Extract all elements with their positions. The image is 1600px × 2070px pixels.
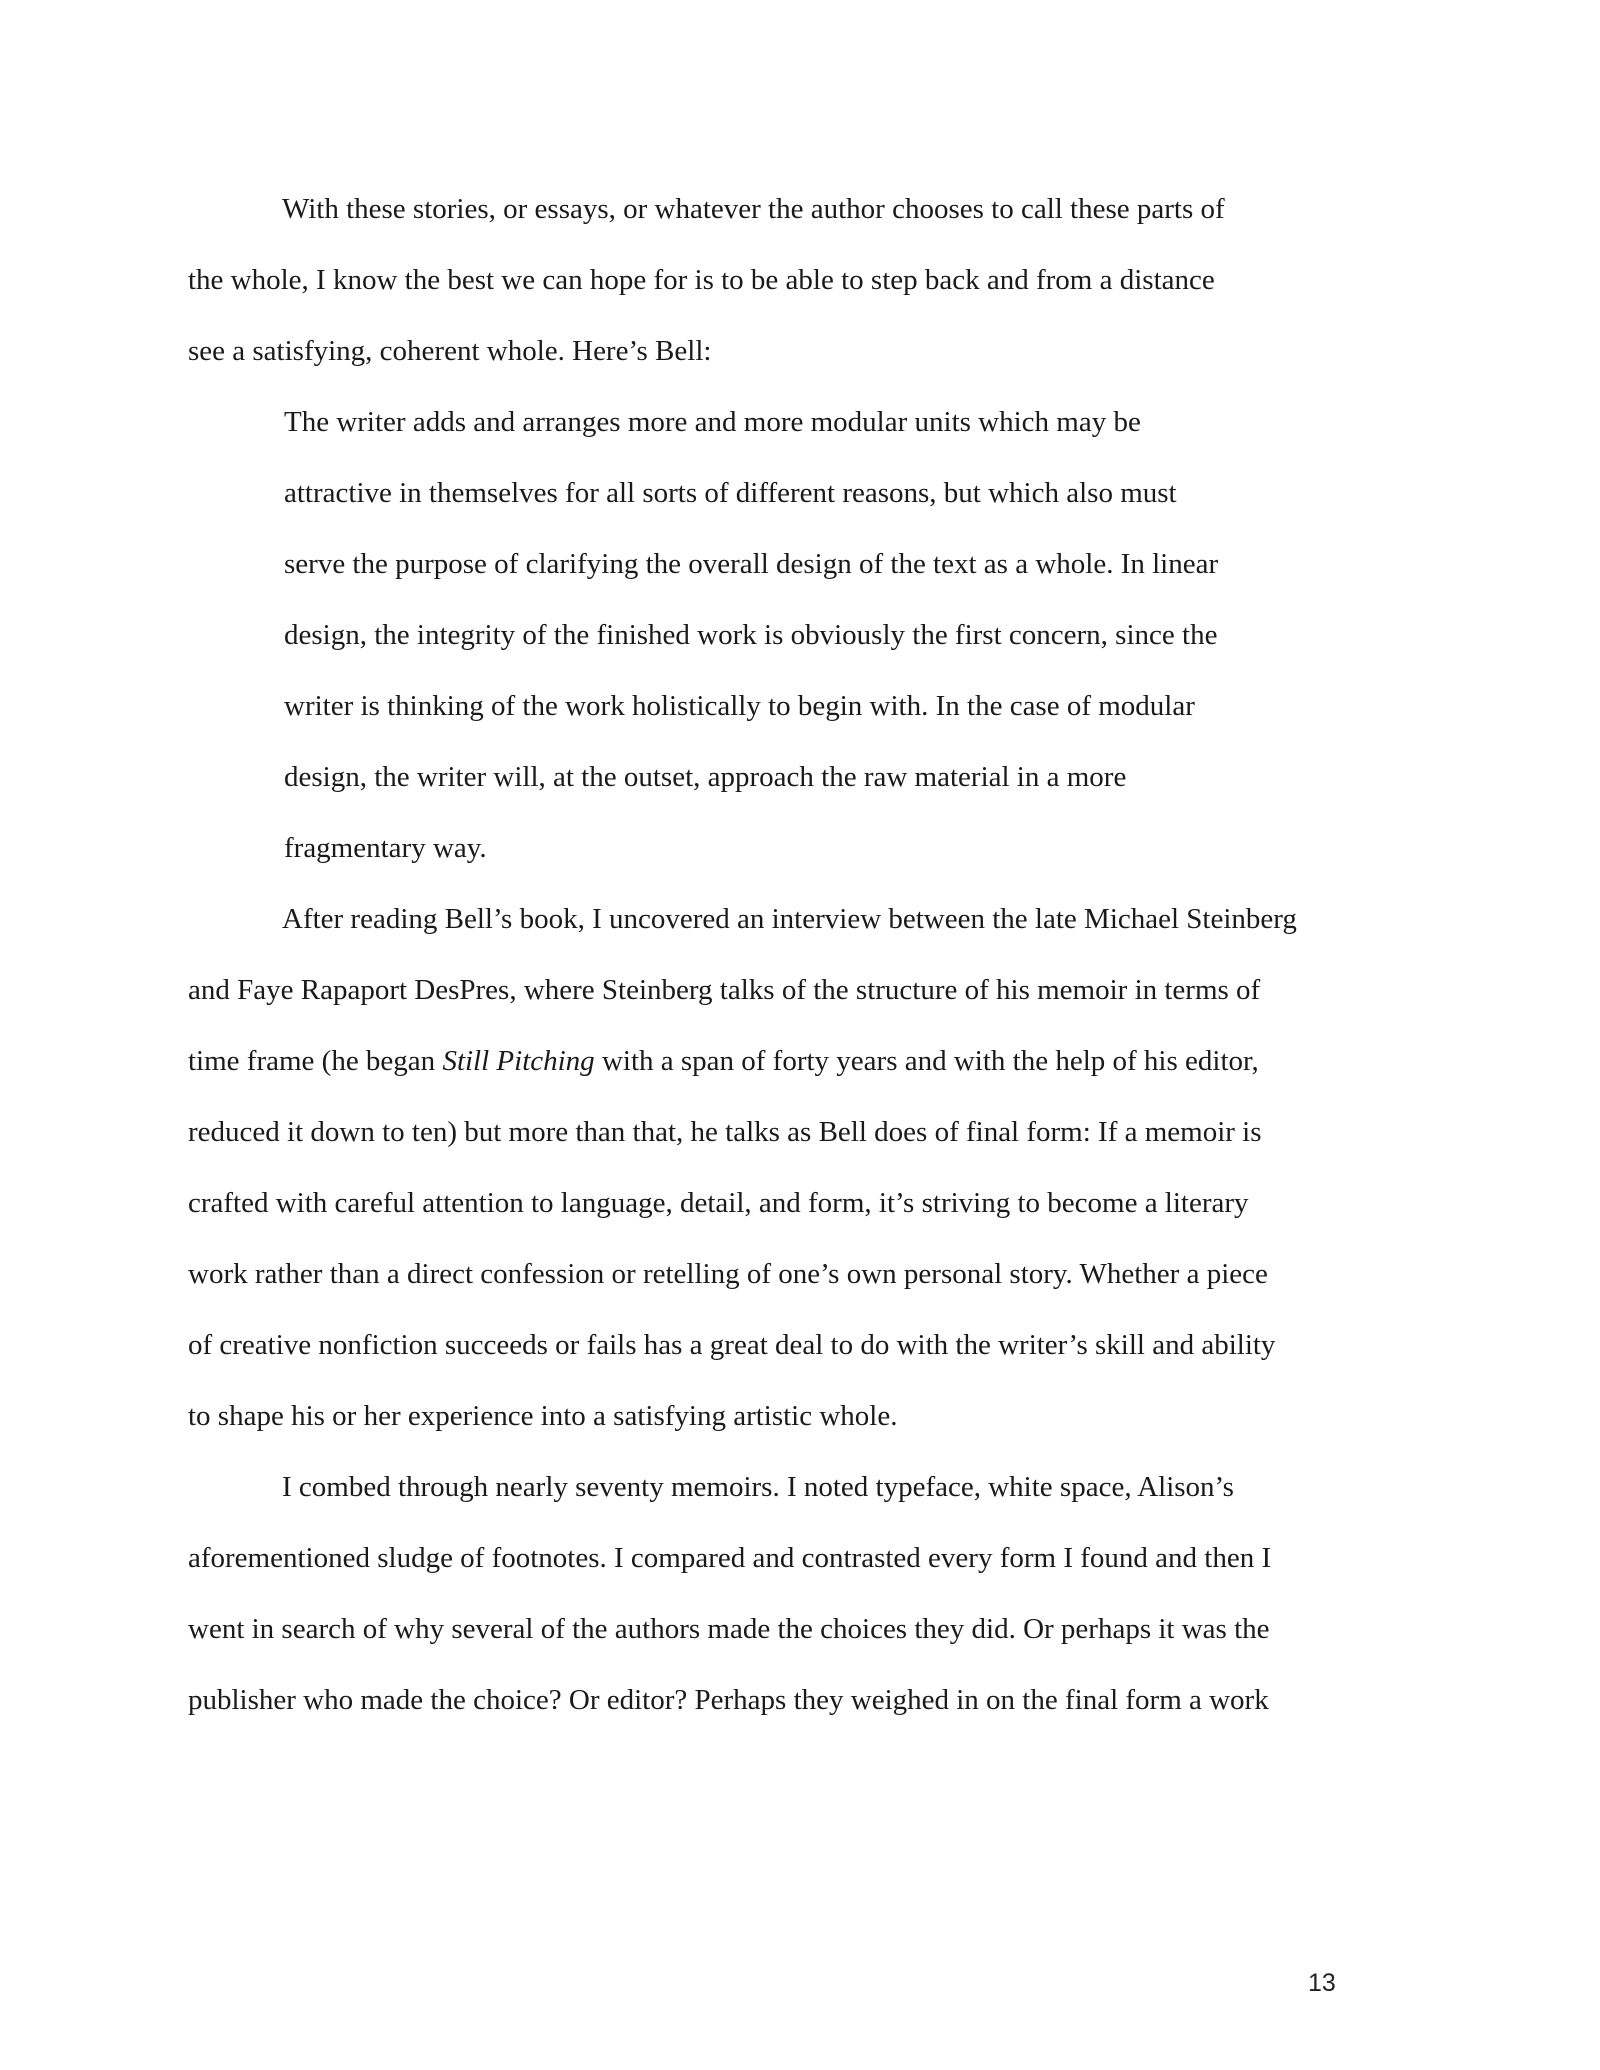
paragraph-line: the whole, I know the best we can hope for is to be able to step back and from a distance (188, 264, 1215, 296)
quote-line: writer is thinking of the work holistically to begin with. In the case of modular (284, 690, 1195, 722)
paragraph-line: of creative nonfiction succeeds or fails has a great deal to do with the writer’s skill and ability (188, 1329, 1276, 1361)
page-number: 13 (1308, 1969, 1336, 1997)
paragraph-line: to shape his or her experience into a satisfying artistic whole. (188, 1400, 898, 1432)
paragraph-line: work rather than a direct confession or retelling of one’s own personal story. Whether a piece (188, 1258, 1268, 1290)
quote-line: design, the writer will, at the outset, approach the raw material in a more (284, 761, 1127, 793)
quote-line: design, the integrity of the finished work is obviously the first concern, since the (284, 619, 1218, 651)
book-title: Still Pitching (442, 1045, 595, 1077)
quote-line: attractive in themselves for all sorts of different reasons, but which also must (284, 477, 1177, 509)
quote-line: The writer adds and arranges more and more modular units which may be (284, 406, 1141, 438)
paragraph-line: and Faye Rapaport DesPres, where Steinberg talks of the structure of his memoir in terms of (188, 974, 1261, 1006)
paragraph-line: went in search of why several of the authors made the choices they did. Or perhaps it was the (188, 1613, 1270, 1645)
paragraph-line: see a satisfying, coherent whole. Here’s Bell: (188, 335, 712, 367)
paragraph-line: crafted with careful attention to language, detail, and form, it’s striving to become a literary (188, 1187, 1249, 1219)
paragraph-line: publisher who made the choice? Or editor? Perhaps they weighed in on the final form a work (188, 1684, 1269, 1716)
paragraph-line: With these stories, or essays, or whatever the author chooses to call these parts of (282, 193, 1225, 225)
paragraph-line: reduced it down to ten) but more than that, he talks as Bell does of final form: If a memoir is (188, 1116, 1262, 1148)
paragraph-line: After reading Bell’s book, I uncovered an interview between the late Michael Steinberg (282, 903, 1297, 935)
text-run: with a span of forty years and with the help of his editor, (594, 1045, 1259, 1077)
paragraph-line: I combed through nearly seventy memoirs. I noted typeface, white space, Alison’s (282, 1471, 1234, 1503)
quote-line: fragmentary way. (284, 832, 487, 864)
quote-line: serve the purpose of clarifying the overall design of the text as a whole. In linear (284, 548, 1219, 580)
paragraph-line: aforementioned sludge of footnotes. I compared and contrasted every form I found and then I (188, 1542, 1272, 1574)
text-run: time frame (he began (188, 1045, 443, 1077)
paragraph-line (188, 1043, 1259, 1079)
